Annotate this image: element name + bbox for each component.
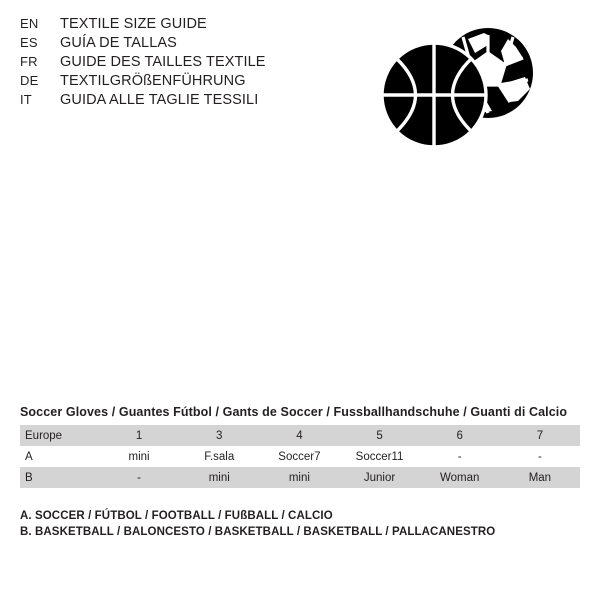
table-cell: - xyxy=(457,450,462,463)
language-code: EN xyxy=(20,16,39,31)
table-cell: Man xyxy=(528,471,552,484)
language-code: FR xyxy=(20,54,38,69)
table-cell: mini xyxy=(288,471,310,484)
language-title: TEXTILE SIZE GUIDE xyxy=(60,16,207,32)
table-header-cell: 7 xyxy=(536,429,544,442)
table-row-label: A xyxy=(25,450,33,463)
table-header-cell: 4 xyxy=(296,429,303,442)
table-row xyxy=(20,467,580,488)
table-cell: Soccer7 xyxy=(278,450,321,463)
table-header-cell: 5 xyxy=(376,429,383,442)
footnotes-block xyxy=(20,508,580,540)
language-title: TEXTILGRÖßENFÜHRUNG xyxy=(60,73,246,89)
language-code: DE xyxy=(20,73,39,88)
table-cell: F.sala xyxy=(204,450,235,463)
table-header-row xyxy=(20,425,580,446)
table-cell: Woman xyxy=(439,471,480,484)
language-code: IT xyxy=(20,92,32,107)
language-title: GUÍA DE TALLAS xyxy=(60,35,177,51)
table-cell: Soccer11 xyxy=(355,450,404,463)
language-title: GUIDE DES TAILLES TEXTILE xyxy=(60,54,266,70)
table-header-cell: 1 xyxy=(135,429,143,442)
table-cell: mini xyxy=(208,471,230,484)
table-caption: Soccer Gloves / Guantes Fútbol / Gants de Soccer / Fussballhandschuhe / Guanti di Calcio xyxy=(20,405,568,419)
table-cell: mini xyxy=(128,450,150,463)
language-code: ES xyxy=(20,35,38,50)
footnote-a: A. SOCCER / FÚTBOL / FOOTBALL / FUßBALL / CALCIO xyxy=(20,510,333,522)
table-header-cell: Europe xyxy=(25,429,63,442)
size-table-section xyxy=(20,405,580,488)
table-row-label: B xyxy=(25,471,33,484)
language-title: GUIDA ALLE TAGLIE TESSILI xyxy=(60,92,259,108)
footnote-b: B. BASKETBALL / BALONCESTO / BASKETBALL / BASKETBALL / PALLACANESTRO xyxy=(20,526,496,538)
table-row xyxy=(20,446,580,467)
table-header-cell: 6 xyxy=(456,429,463,442)
table-cell: Junior xyxy=(363,471,396,484)
table-cell: - xyxy=(537,450,542,463)
balls-illustration xyxy=(360,25,560,165)
table-cell: - xyxy=(137,471,141,484)
table-header-cell: 3 xyxy=(216,429,223,442)
basketball-icon xyxy=(382,43,486,147)
size-table xyxy=(20,425,580,488)
